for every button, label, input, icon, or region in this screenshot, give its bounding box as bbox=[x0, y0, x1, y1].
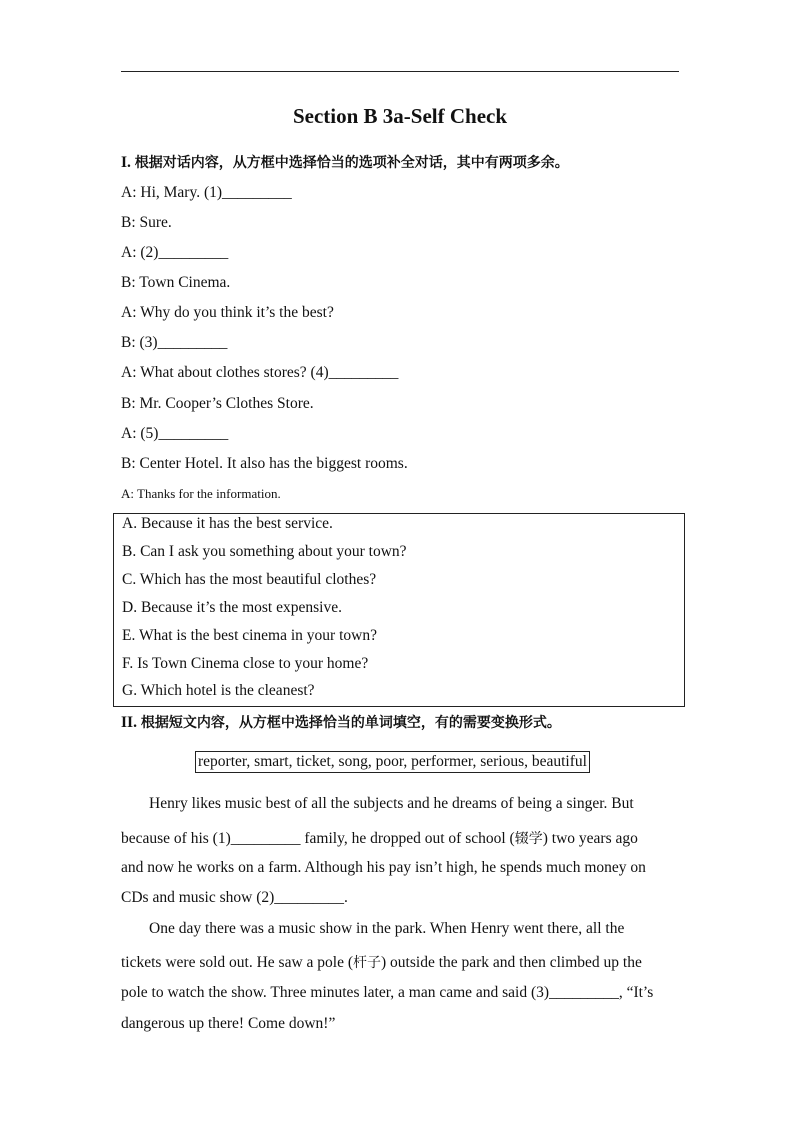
passage-text: ) two years ago bbox=[542, 830, 638, 847]
option-a: A. Because it has the best service. bbox=[122, 515, 333, 532]
option-g: G. Which hotel is the cleanest? bbox=[122, 682, 315, 699]
dialogue-line-11: A: Thanks for the information. bbox=[121, 486, 281, 501]
page-title: Section B 3a-Self Check bbox=[292, 104, 508, 128]
passage-p1-line-4: CDs and music show (2)_________. bbox=[121, 889, 348, 906]
section-2-number: II. bbox=[121, 714, 141, 731]
section-2-instruction: 根据短文内容，从方框中选择恰当的单词填空，有的需要变换形式。 bbox=[140, 715, 561, 731]
dialogue-line-9: A: (5)_________ bbox=[121, 425, 229, 442]
dialogue-line-2: B: Sure. bbox=[121, 214, 172, 231]
dialogue-line-6: B: (3)_________ bbox=[121, 334, 228, 351]
passage-text: ) outside the park and then climbed up the bbox=[381, 954, 642, 971]
passage-p2-line-1: One day there was a music show in the park. When Henry went there, all the bbox=[149, 920, 625, 937]
option-d: D. Because it’s the most expensive. bbox=[122, 599, 342, 616]
dialogue-line-3: A: (2)_________ bbox=[121, 244, 229, 261]
dialogue-line-8: B: Mr. Cooper’s Clothes Store. bbox=[121, 395, 314, 412]
chinese-gloss: 辍学 bbox=[514, 831, 543, 847]
passage-p1-line-1: Henry likes music best of all the subjects and he dreams of being a singer. But bbox=[149, 795, 634, 812]
chinese-gloss: 杆子 bbox=[353, 955, 382, 971]
header-rule bbox=[121, 71, 679, 72]
section-1-heading bbox=[121, 152, 569, 172]
passage-p2-line-3: pole to watch the show. Three minutes later, a man came and said (3)_________, “It’s bbox=[121, 984, 654, 1001]
passage-text: because of his (1)_________ family, he dropped out of school ( bbox=[121, 830, 515, 847]
dialogue-line-5: A: Why do you think it’s the best? bbox=[121, 304, 334, 321]
passage-p1-line-2 bbox=[121, 828, 638, 848]
dialogue-line-10: B: Center Hotel. It also has the biggest rooms. bbox=[121, 455, 408, 472]
passage-p2-line-4: dangerous up there! Come down!” bbox=[121, 1015, 336, 1032]
option-f: F. Is Town Cinema close to your home? bbox=[122, 655, 369, 672]
passage-text: tickets were sold out. He saw a pole ( bbox=[121, 954, 354, 971]
dialogue-line-7: A: What about clothes stores? (4)_________ bbox=[121, 364, 399, 381]
options-box bbox=[113, 513, 685, 707]
option-c: C. Which has the most beautiful clothes? bbox=[122, 571, 377, 588]
section-2-heading bbox=[121, 712, 561, 732]
word-bank-box: reporter, smart, ticket, song, poor, performer, serious, beautiful bbox=[195, 751, 590, 773]
dialogue-line-4: B: Town Cinema. bbox=[121, 274, 231, 291]
section-1-number: I. bbox=[121, 154, 135, 171]
passage-p2-line-2 bbox=[121, 952, 642, 972]
dialogue-line-1: A: Hi, Mary. (1)_________ bbox=[121, 184, 292, 201]
passage-p1-line-3: and now he works on a farm. Although his pay isn’t high, he spends much money on bbox=[121, 859, 646, 876]
option-e: E. What is the best cinema in your town? bbox=[122, 627, 377, 644]
option-b: B. Can I ask you something about your town? bbox=[122, 543, 407, 560]
section-1-instruction: 根据对话内容，从方框中选择恰当的选项补全对话，其中有两项多余。 bbox=[134, 155, 569, 171]
